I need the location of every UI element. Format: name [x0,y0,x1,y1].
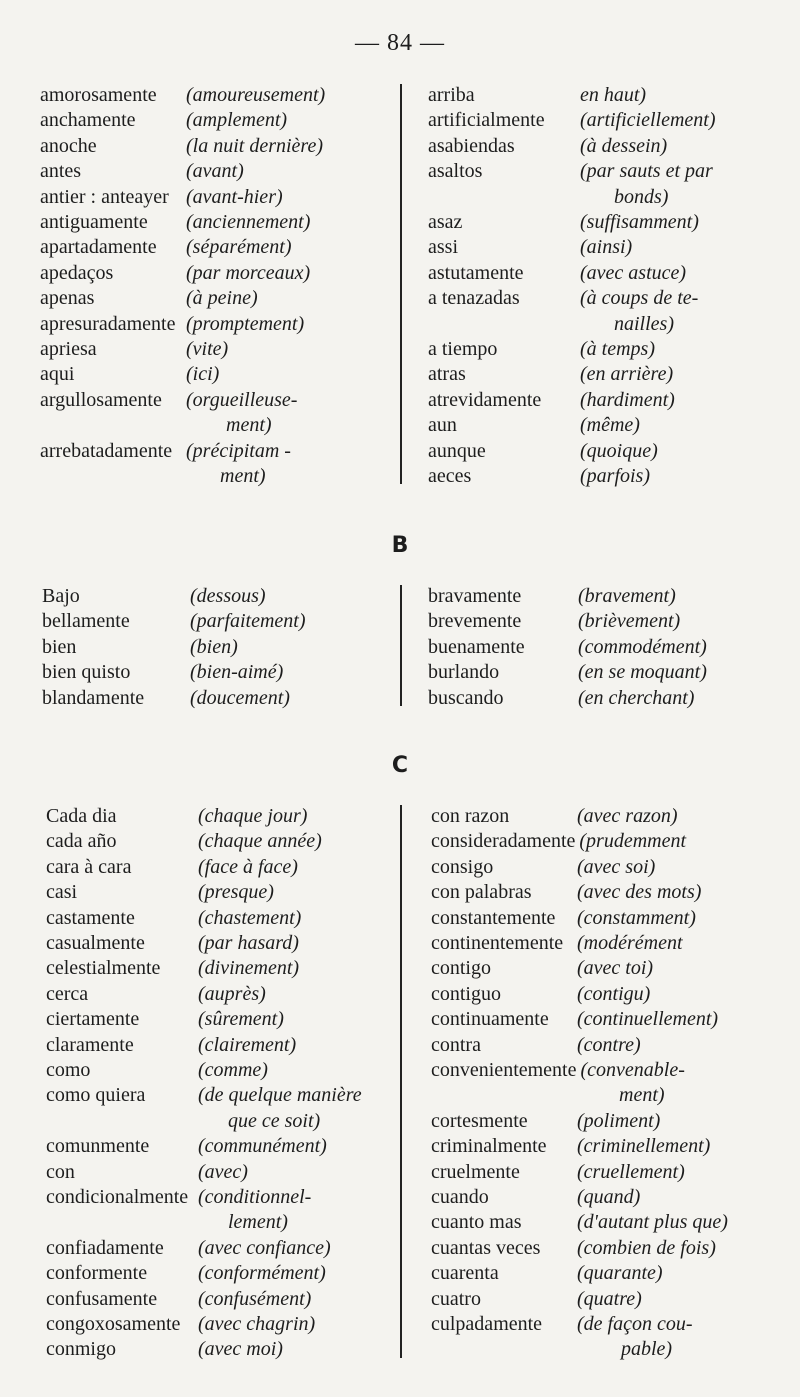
entry-gloss: (orgueilleuse- [186,388,298,411]
entry-term: buenamente [428,635,525,658]
entry-term: aunque [428,439,486,462]
entry-term: cuatro [431,1287,481,1310]
entry-term: cuanto mas [431,1211,522,1234]
entry-gloss: (chaque année) [198,830,322,853]
entry-term: astutamente [428,261,524,284]
entry-line [428,184,788,210]
entry-term: antier : anteayer [40,185,169,208]
entry-gloss: (continuellement) [577,1008,719,1031]
entry-line [40,158,400,184]
entry-gloss: (doucement) [190,686,290,709]
entry-term: contra [431,1033,481,1056]
entry-term: asabiendas [428,134,515,157]
entry-term: bellamente [42,610,130,633]
entry-term: artificialmente [428,109,545,132]
entry-term: anchamente [40,109,136,132]
entry-line [431,1235,791,1261]
entry-gloss: (à dessein) [580,134,668,157]
entry-gloss: (avec astuce) [580,261,687,284]
entry-term: aeces [428,465,472,487]
entry-gloss: (chaque jour) [198,805,308,827]
entry-line [431,828,791,854]
entry-gloss: (vite) [186,338,229,360]
entry-term: cerca [46,982,89,1005]
entry-line [428,361,788,387]
entry-line [40,438,400,464]
entry-gloss: (quatre) [577,1287,642,1310]
gloss-continuation: ment) [220,465,266,487]
entry-gloss: (quoique) [580,439,658,462]
entry-gloss: (promptement) [186,312,305,335]
entry-line [46,828,406,854]
entry-line [428,685,788,711]
entry-term: ciertamente [46,1008,140,1031]
entry-gloss: (cruellement) [577,1160,685,1183]
entry-gloss: (avec) [198,1160,248,1183]
entry-line [431,1032,791,1058]
entry-line [46,879,406,905]
entry-line [46,1006,406,1032]
entry-gloss: (avec chagrin) [198,1313,316,1335]
entry-line [431,1336,791,1362]
entry-line [431,930,791,956]
entry-term: brevemente [428,610,522,633]
entry-line [46,1133,406,1159]
entry-line [428,608,788,634]
entry-line [431,1260,791,1286]
entry-gloss: (auprès) [198,982,266,1005]
entry-gloss: (contigu) [577,982,651,1005]
entry-line [431,1159,791,1185]
entry-term: apedaços [40,261,114,284]
entry-line [431,1006,791,1032]
entry-line [431,1133,791,1159]
entry-line [428,107,788,133]
entry-gloss: (à peine) [186,287,258,310]
entry-gloss: (anciennement) [186,211,311,233]
entry-term: apriesa [40,338,97,360]
entry-line [431,1209,791,1235]
entry-line [40,463,400,489]
entry-gloss: (avec soi) [577,855,656,878]
entry-term: convenientemente [431,1059,577,1081]
entry-term: cara à cara [46,855,132,878]
entry-term: antiguamente [40,211,148,233]
entry-line [42,608,402,634]
entry-gloss: (bien-aimé) [190,661,284,684]
entry-line [46,1209,406,1235]
entry-gloss: (par sauts et par [580,160,713,183]
entry-gloss: (quand) [577,1186,641,1208]
entry-term: constantemente [431,906,556,929]
entry-term: confusamente [46,1287,158,1310]
column-divider [400,84,402,484]
entry-line [428,634,788,660]
entry-gloss: (en arrière) [580,363,674,386]
entry-line [46,1286,406,1312]
entry-line [42,583,402,609]
entry-term: claramente [46,1033,134,1056]
entry-term: apresuradamente [40,312,176,335]
entry-gloss: (quarante) [577,1262,663,1285]
entry-line [40,133,400,159]
entry-term: asaz [428,211,463,233]
entry-term: con [46,1160,75,1183]
entry-gloss: (poliment) [577,1109,661,1132]
entry-line [46,1311,406,1337]
entry-term: conformente [46,1262,148,1285]
entry-term: contiguo [431,982,501,1005]
entry-gloss: (à temps) [580,338,655,360]
entry-line [40,184,400,210]
entry-gloss: (d'autant plus que) [577,1211,728,1234]
entry-term: blandamente [42,686,145,709]
entry-line [431,1108,791,1134]
entry-gloss: (face à face) [198,855,298,878]
entry-line [431,981,791,1007]
entry-term: continuamente [431,1008,549,1031]
entry-term: cuando [431,1186,489,1208]
entry-line [42,634,402,660]
entry-gloss: (séparément) [186,236,292,259]
entry-line [40,209,400,235]
entry-line [428,387,788,413]
gloss-continuation: ment) [619,1084,665,1107]
entry-term: aqui [40,363,75,386]
entry-term: bravamente [428,585,522,607]
entry-gloss: (criminellement) [577,1135,711,1158]
entry-gloss: (presque) [198,881,274,904]
entry-term: con palabras [431,881,532,904]
entry-line [428,412,788,438]
entry-term: argullosamente [40,388,162,411]
entry-term: conmigo [46,1338,116,1361]
entry-gloss: (avec confiance) [198,1236,331,1259]
entry-gloss: (de quelque manière [198,1084,362,1107]
entry-term: criminalmente [431,1135,547,1158]
entry-line [40,285,400,311]
entry-term: antes [40,160,82,183]
entry-gloss: (contre) [577,1033,641,1056]
entry-gloss: (suffisamment) [580,211,699,233]
entry-line [42,659,402,685]
entry-gloss: (artificiellement) [580,109,716,132]
entry-gloss: (conditionnel- [198,1186,312,1208]
entry-term: casualmente [46,932,145,954]
entry-line [46,803,406,829]
gloss-continuation: ment) [226,414,272,437]
gloss-continuation: lement) [228,1211,288,1234]
entry-line [431,1286,791,1312]
entry-term: con razon [431,805,510,827]
entry-term: a tiempo [428,338,498,360]
entry-line [431,1184,791,1210]
entry-gloss: (commodément) [578,635,707,658]
entry-gloss: (comme) [198,1059,268,1081]
entry-term: bien [42,635,77,658]
entry-gloss: (en cherchant) [578,686,695,709]
entry-line [46,854,406,880]
entry-term: cruelmente [431,1160,520,1183]
entry-term: arrebatadamente [40,439,173,462]
entry-gloss: (constamment) [577,906,696,929]
entry-term: celestialmente [46,957,161,980]
entry-gloss: (parfois) [580,465,650,487]
gloss-continuation: nailles) [614,312,674,335]
entry-line [46,1057,406,1083]
entry-line [428,82,788,108]
entry-line [46,1184,406,1210]
entry-gloss: (avec razon) [577,805,678,827]
entry-gloss: (avec toi) [577,957,654,980]
entry-line [428,285,788,311]
entry-term: anoche [40,134,97,157]
entry-line [431,1311,791,1337]
entry-gloss: (modérément [577,932,683,954]
entry-term: castamente [46,906,135,929]
entry-term: amorosamente [40,84,157,106]
entry-term: bien quisto [42,661,131,684]
entry-gloss: (de façon cou- [577,1313,693,1335]
gloss-continuation: que ce soit) [228,1109,321,1132]
entry-line [431,905,791,931]
entry-line [40,260,400,286]
gloss-continuation: pable) [621,1338,673,1361]
entry-gloss: (hardiment) [580,388,675,411]
entry-term: culpadamente [431,1313,543,1335]
entry-term: confiadamente [46,1236,164,1259]
entry-gloss: (sûrement) [198,1008,284,1031]
entry-line [46,1260,406,1286]
entry-gloss: (par hasard) [198,932,299,954]
entry-term: apenas [40,287,95,310]
entry-term: apartadamente [40,236,157,259]
entry-line [428,209,788,235]
entry-line [431,1057,791,1083]
entry-gloss: (dessous) [190,585,266,607]
entry-gloss: (confusément) [198,1287,312,1310]
entry-term: asaltos [428,160,483,183]
page-number: — 84 — [355,30,445,56]
entry-term: aun [428,414,457,437]
entry-gloss: (parfaitement) [190,610,306,633]
entry-term: atras [428,363,466,386]
entry-gloss: (en se moquant) [578,661,707,684]
entry-term: como quiera [46,1084,146,1107]
entry-term: congoxosamente [46,1313,181,1335]
entry-term: continentemente [431,932,564,954]
entry-gloss: (ainsi) [580,236,633,259]
column-divider [400,805,402,1358]
entry-line [40,234,400,260]
entry-line [46,981,406,1007]
entry-term: consideradamente [431,830,576,853]
entry-gloss: (combien de fois) [577,1236,716,1259]
entry-line [40,387,400,413]
entry-line [428,659,788,685]
entry-term: contigo [431,957,491,980]
section-letter: B [391,533,409,558]
entry-line [428,234,788,260]
entry-term: atrevidamente [428,388,542,411]
entry-line [46,1108,406,1134]
entry-line [431,854,791,880]
entry-line [46,1082,406,1108]
entry-gloss: (bravement) [578,585,676,607]
entry-term: a tenazadas [428,287,520,310]
entry-term: cada año [46,830,117,853]
entry-gloss: (avant) [186,160,244,183]
entry-line [40,336,400,362]
gloss-continuation: bonds) [614,185,669,208]
entry-line [40,412,400,438]
entry-term: casi [46,881,78,904]
entry-gloss: (brièvement) [578,610,681,633]
entry-term: cuantas veces [431,1236,541,1259]
entry-gloss: (par morceaux) [186,261,311,284]
entry-term: buscando [428,686,504,709]
entry-line [428,583,788,609]
entry-gloss: (ici) [186,363,220,386]
entry-term: como [46,1059,91,1081]
entry-line [428,463,788,489]
entry-gloss: (même) [580,414,640,437]
entry-line [431,879,791,905]
entry-term: consigo [431,855,494,878]
entry-term: burlando [428,661,500,684]
entry-line [42,685,402,711]
entry-gloss: (à coups de te- [580,287,699,310]
entry-line [40,311,400,337]
entry-line [428,133,788,159]
entry-gloss: (chastement) [198,906,302,929]
column-divider [400,585,402,706]
entry-line [428,438,788,464]
entry-term: comunmente [46,1135,150,1158]
entry-gloss: (communément) [198,1135,327,1158]
entry-line [40,361,400,387]
entry-line [431,1082,791,1108]
entry-term: Cada dia [46,805,117,827]
entry-line [46,1235,406,1261]
entry-gloss: (amplement) [186,109,288,132]
entry-line [428,158,788,184]
entry-term: condicionalmente [46,1186,189,1208]
entry-line [428,336,788,362]
entry-gloss: (clairement) [198,1033,297,1056]
entry-term: arriba [428,84,475,106]
entry-line [46,1159,406,1185]
entry-gloss: (amoureusement) [186,84,326,106]
entry-term: cortesmente [431,1109,528,1132]
entry-gloss: (avant-hier) [186,185,283,208]
entry-line [428,260,788,286]
entry-line [46,955,406,981]
entry-gloss: (bien) [190,635,238,658]
entry-line [428,311,788,337]
entry-line [431,803,791,829]
entry-gloss: (prudemment [579,830,687,853]
entry-line [46,930,406,956]
entry-gloss: (conformément) [198,1262,326,1285]
entry-line [46,905,406,931]
entry-term: assi [428,236,458,259]
entry-gloss: (avec des mots) [577,881,702,904]
entry-gloss: (précipitam - [186,439,291,462]
entry-term: cuarenta [431,1262,499,1285]
entry-gloss: (convenable- [580,1059,685,1081]
entry-term: Bajo [42,585,80,607]
section-letter: C [391,753,409,778]
entry-gloss: (la nuit dernière) [186,134,324,157]
entry-gloss: (avec moi) [198,1338,283,1361]
entry-line [46,1336,406,1362]
entry-line [431,955,791,981]
entry-gloss: en haut) [580,84,647,106]
entry-gloss: (divinement) [198,957,300,980]
entry-line [40,82,400,108]
entry-line [46,1032,406,1058]
entry-line [40,107,400,133]
